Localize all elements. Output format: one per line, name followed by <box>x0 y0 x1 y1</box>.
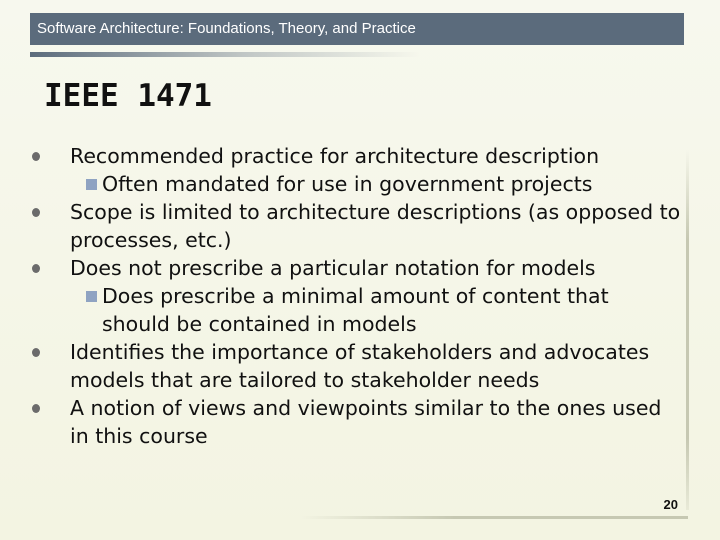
bullet-dot-icon <box>32 348 40 357</box>
bullet-item <box>70 142 682 198</box>
sub-bullet-item <box>70 170 682 198</box>
bullet-dot-icon <box>32 264 40 273</box>
bullet-text: Scope is limited to architecture descriptions (as opposed to processes, etc.) <box>70 200 681 252</box>
bullet-text: Does not prescribe a particular notation for models <box>70 256 596 280</box>
bullet-item <box>70 198 682 254</box>
sub-bullet-item <box>70 282 682 338</box>
page-number: 20 <box>663 497 678 512</box>
header-bar <box>30 13 684 45</box>
bullet-text: Recommended practice for architecture description <box>70 144 600 168</box>
bullet-item <box>70 338 682 394</box>
slide-title: IEEE 1471 <box>44 78 212 114</box>
bullet-dot-icon <box>32 208 40 217</box>
right-border-line <box>686 150 689 510</box>
header-title: Software Architecture: Foundations, Theory, and Practice <box>37 20 416 37</box>
bullet-list <box>70 142 682 450</box>
bullet-item <box>70 254 682 338</box>
sub-bullet-text: Does prescribe a minimal amount of content that should be contained in models <box>102 284 609 336</box>
bullet-text: A notion of views and viewpoints similar to the ones used in this course <box>70 396 662 448</box>
bullet-dot-icon <box>32 404 40 413</box>
bullet-dot-icon <box>32 152 40 161</box>
bullet-item <box>70 394 682 450</box>
bullet-text: Identifies the importance of stakeholders and advocates models that are tailored to stakeholder needs <box>70 340 650 392</box>
bottom-border-line <box>300 516 688 519</box>
sub-bullet-text: Often mandated for use in government projects <box>102 172 593 196</box>
header-divider <box>30 52 420 57</box>
